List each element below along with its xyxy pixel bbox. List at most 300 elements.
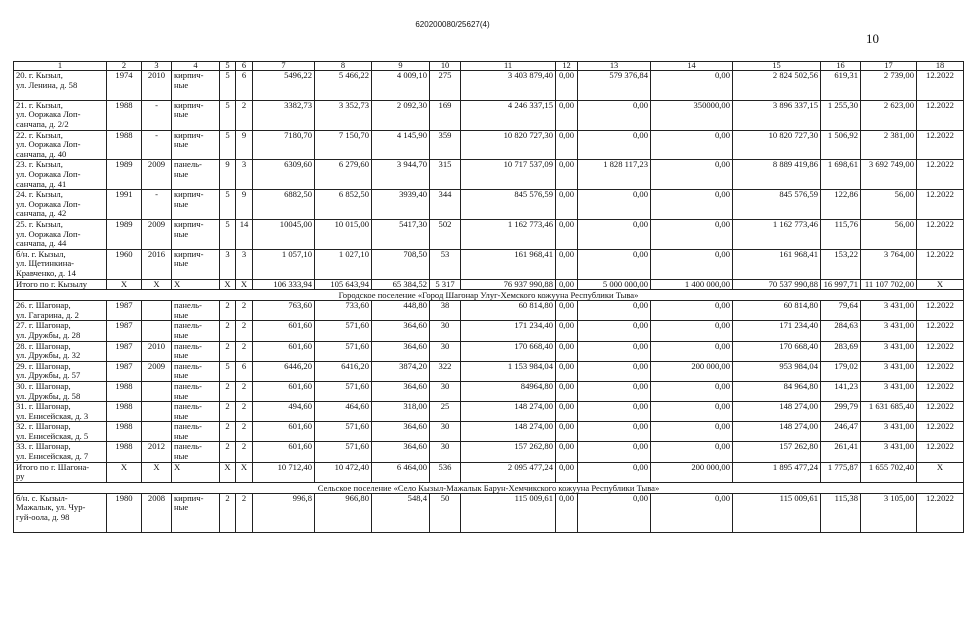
table-cell: 0,00 [578, 493, 651, 532]
table-cell: 1988 [107, 100, 142, 130]
table-row [14, 249, 964, 279]
table-cell: 171 234,40 [461, 321, 556, 341]
table-cell: 2 [236, 100, 253, 130]
table-cell: 5 [220, 100, 236, 130]
table-cell: 5 [220, 190, 236, 220]
table-cell: 0,00 [578, 321, 651, 341]
table-cell: X [172, 279, 220, 290]
table-cell: 364,60 [372, 442, 430, 462]
table-body [14, 62, 964, 533]
table-cell: 6 279,60 [315, 160, 372, 190]
table-cell: 350000,00 [651, 100, 733, 130]
table-cell: 12.2022 [917, 219, 964, 249]
table-cell: 1987 [107, 361, 142, 381]
address-cell: 22. г. Кызыл, ул. Ооржака Лоп- санчапа, д. 40 [14, 130, 107, 160]
table-cell: 5 466,22 [315, 71, 372, 101]
column-header: 15 [733, 62, 821, 71]
table-cell: 9 [236, 130, 253, 160]
table-cell: 10 820 727,30 [461, 130, 556, 160]
table-cell: 70 537 990,88 [733, 279, 821, 290]
table-cell: 1 895 477,24 [733, 462, 821, 482]
table-cell: 10045,00 [253, 219, 315, 249]
address-cell: Итого по г. Шагона- ру [14, 462, 107, 482]
table-cell: 200 000,00 [651, 462, 733, 482]
table-cell: 3 431,00 [861, 361, 917, 381]
table-cell: 50 [430, 493, 461, 532]
column-header: 3 [142, 62, 172, 71]
table-cell: 2 092,30 [372, 100, 430, 130]
table-cell: 322 [430, 361, 461, 381]
table-cell: 3 [236, 160, 253, 190]
table-cell: 12.2022 [917, 442, 964, 462]
table-cell: 12.2022 [917, 402, 964, 422]
table-cell: 0,00 [556, 130, 578, 160]
table-cell: 1988 [107, 130, 142, 160]
table-cell: 708,50 [372, 249, 430, 279]
table-cell: 2 [236, 422, 253, 442]
table-cell: 283,69 [821, 341, 861, 361]
table-cell: 318,00 [372, 402, 430, 422]
table-cell: 0,00 [578, 100, 651, 130]
table-cell: 464,60 [315, 402, 372, 422]
table-cell: панель- ные [172, 442, 220, 462]
table-cell: 3 431,00 [861, 422, 917, 442]
table-cell: 12.2022 [917, 249, 964, 279]
table-cell: 30 [430, 422, 461, 442]
table-cell: 3382,73 [253, 100, 315, 130]
table-cell: 157 262,80 [733, 442, 821, 462]
column-header: 4 [172, 62, 220, 71]
table-cell [142, 381, 172, 401]
table-cell: 12.2022 [917, 160, 964, 190]
table-cell: 1988 [107, 442, 142, 462]
table-cell: 56,00 [861, 219, 917, 249]
table-cell: 619,31 [821, 71, 861, 101]
table-cell: кирпич- ные [172, 130, 220, 160]
table-cell: 5496,22 [253, 71, 315, 101]
table-cell: 536 [430, 462, 461, 482]
table-cell: 0,00 [556, 71, 578, 101]
table-cell: 115,76 [821, 219, 861, 249]
address-cell: 20. г. Кызыл, ул. Ленина, д. 58 [14, 71, 107, 101]
table-cell: 171 234,40 [733, 321, 821, 341]
table-cell: 115 009,61 [733, 493, 821, 532]
table-cell: 3 431,00 [861, 301, 917, 321]
table-cell: 0,00 [651, 160, 733, 190]
table-row [14, 361, 964, 381]
table-cell: 7180,70 [253, 130, 315, 160]
table-cell: 0,00 [556, 279, 578, 290]
table-cell: 0,00 [578, 422, 651, 442]
table-cell: 1 506,92 [821, 130, 861, 160]
table-cell: 2 [236, 442, 253, 462]
address-cell: 24. г. Кызыл, ул. Ооржака Лоп- санчапа, д. 42 [14, 190, 107, 220]
table-cell: 1991 [107, 190, 142, 220]
table-cell: 60 814,80 [733, 301, 821, 321]
table-cell: 1987 [107, 301, 142, 321]
table-cell: 1987 [107, 341, 142, 361]
table-cell: кирпич- ные [172, 249, 220, 279]
table-cell: - [142, 100, 172, 130]
table-cell: X [107, 279, 142, 290]
table-cell: 84964,80 [461, 381, 556, 401]
table-cell: 1 255,30 [821, 100, 861, 130]
table-row [14, 422, 964, 442]
address-cell: 31. г. Шагонар, ул. Енисейская, д. 3 [14, 402, 107, 422]
table-cell: 0,00 [578, 190, 651, 220]
table-cell: 0,00 [578, 341, 651, 361]
table-cell: 2009 [142, 361, 172, 381]
table-cell: 12.2022 [917, 361, 964, 381]
table-cell: 12.2022 [917, 493, 964, 532]
table-cell: 1 057,10 [253, 249, 315, 279]
address-cell: б/н. с. Кызыл- Мажалык, ул. Чур- гуй-оола, д. 98 [14, 493, 107, 532]
table-cell: 122,86 [821, 190, 861, 220]
table-cell: 3 764,00 [861, 249, 917, 279]
table-cell: 0,00 [556, 249, 578, 279]
table-cell: 1988 [107, 402, 142, 422]
table-cell: X [220, 279, 236, 290]
table-cell: 601,60 [253, 422, 315, 442]
table-cell [142, 321, 172, 341]
table-row [14, 100, 964, 130]
table-cell: 1 631 685,40 [861, 402, 917, 422]
table-cell: 12.2022 [917, 130, 964, 160]
table-cell: 30 [430, 381, 461, 401]
table-cell: 0,00 [578, 381, 651, 401]
table-cell: 3874,20 [372, 361, 430, 381]
table-cell: 0,00 [651, 249, 733, 279]
table-cell: 38 [430, 301, 461, 321]
table-cell: 2 [236, 381, 253, 401]
table-cell: 2 [236, 301, 253, 321]
table-cell: 0,00 [556, 422, 578, 442]
address-cell: б/н. г. Кызыл, ул. Щетинкина- Кравченко, д. 14 [14, 249, 107, 279]
table-cell: 84 964,80 [733, 381, 821, 401]
housing-table [13, 61, 964, 533]
table-cell: 53 [430, 249, 461, 279]
table-cell: 0,00 [556, 190, 578, 220]
table-cell: 0,00 [578, 301, 651, 321]
table-cell: 3 431,00 [861, 321, 917, 341]
table-cell: 2010 [142, 71, 172, 101]
table-cell: 0,00 [578, 462, 651, 482]
table-cell: 3 [220, 249, 236, 279]
table-cell: 0,00 [651, 219, 733, 249]
address-cell: 26. г. Шагонар, ул. Гагарина, д. 2 [14, 301, 107, 321]
table-cell: 1 153 984,04 [461, 361, 556, 381]
table-cell: 9 [220, 160, 236, 190]
table-cell: 10 472,40 [315, 462, 372, 482]
total-row [14, 279, 964, 290]
table-cell: 106 333,94 [253, 279, 315, 290]
table-cell: 3 403 879,40 [461, 71, 556, 101]
table-row [14, 321, 964, 341]
table-cell: 0,00 [578, 219, 651, 249]
table-cell: 571,60 [315, 381, 372, 401]
table-cell: 1988 [107, 381, 142, 401]
table-cell: 30 [430, 341, 461, 361]
table-cell: 11 107 702,00 [861, 279, 917, 290]
table-cell: 2 381,00 [861, 130, 917, 160]
table-cell: 179,02 [821, 361, 861, 381]
table-cell: 200 000,00 [651, 361, 733, 381]
table-cell: 0,00 [556, 100, 578, 130]
table-cell: 2009 [142, 219, 172, 249]
table-cell: 0,00 [651, 130, 733, 160]
table-cell: 502 [430, 219, 461, 249]
table-cell: 5417,30 [372, 219, 430, 249]
table-row [14, 219, 964, 249]
table-cell: 571,60 [315, 442, 372, 462]
table-cell: 601,60 [253, 381, 315, 401]
table-cell: 6446,20 [253, 361, 315, 381]
column-header: 18 [917, 62, 964, 71]
table-cell: 2 824 502,56 [733, 71, 821, 101]
table-cell: 7 150,70 [315, 130, 372, 160]
table-cell: 8 889 419,86 [733, 160, 821, 190]
table-cell: 733,60 [315, 301, 372, 321]
table-cell: 6882,50 [253, 190, 315, 220]
address-cell: 32. г. Шагонар, ул. Енисейская, д. 5 [14, 422, 107, 442]
table-cell: 115,38 [821, 493, 861, 532]
table-cell: 1 400 000,00 [651, 279, 733, 290]
table-cell: 12.2022 [917, 190, 964, 220]
address-cell: 27. г. Шагонар, ул. Дружбы, д. 28 [14, 321, 107, 341]
table-cell: 601,60 [253, 321, 315, 341]
table-cell: 845 576,59 [461, 190, 556, 220]
table-cell: 1 698,61 [821, 160, 861, 190]
table-row [14, 341, 964, 361]
table-cell: 5 317 [430, 279, 461, 290]
table-cell: 2 [220, 493, 236, 532]
column-header: 6 [236, 62, 253, 71]
table-cell: 6 464,00 [372, 462, 430, 482]
table-cell: 12.2022 [917, 341, 964, 361]
table-cell: 364,60 [372, 321, 430, 341]
table-cell: X [107, 462, 142, 482]
table-row [14, 402, 964, 422]
column-header: 16 [821, 62, 861, 71]
table-cell: панель- ные [172, 301, 220, 321]
table-cell: 12.2022 [917, 301, 964, 321]
table-cell: 169 [430, 100, 461, 130]
table-cell: 3 352,73 [315, 100, 372, 130]
column-header: 12 [556, 62, 578, 71]
column-header: 17 [861, 62, 917, 71]
table-cell: 284,63 [821, 321, 861, 341]
table-cell: 2010 [142, 341, 172, 361]
address-cell: 28. г. Шагонар, ул. Дружбы, д. 32 [14, 341, 107, 361]
table-cell: 344 [430, 190, 461, 220]
table-row [14, 190, 964, 220]
column-header: 8 [315, 62, 372, 71]
table-cell: 10 712,40 [253, 462, 315, 482]
table-cell: 2012 [142, 442, 172, 462]
table-cell: 494,60 [253, 402, 315, 422]
table-cell: 2 [236, 321, 253, 341]
table-cell: X [236, 279, 253, 290]
table-cell: 261,41 [821, 442, 861, 462]
table-cell: 315 [430, 160, 461, 190]
table-cell: 0,00 [556, 301, 578, 321]
table-cell: 1960 [107, 249, 142, 279]
table-cell: 548,4 [372, 493, 430, 532]
table-cell: 6416,20 [315, 361, 372, 381]
table-cell: 4 009,10 [372, 71, 430, 101]
table-cell: X [142, 279, 172, 290]
table-cell [142, 422, 172, 442]
table-cell: 0,00 [651, 402, 733, 422]
table-cell: 3 431,00 [861, 341, 917, 361]
table-cell: 3 105,00 [861, 493, 917, 532]
table-cell: 571,60 [315, 422, 372, 442]
table-cell: 601,60 [253, 341, 315, 361]
table-cell: 1 775,87 [821, 462, 861, 482]
table-cell: 845 576,59 [733, 190, 821, 220]
table-cell: 1989 [107, 219, 142, 249]
table-cell: 0,00 [556, 462, 578, 482]
table-cell: 30 [430, 442, 461, 462]
table-cell: 3 431,00 [861, 381, 917, 401]
table-cell: 25 [430, 402, 461, 422]
table-cell: 2 [220, 301, 236, 321]
table-cell: 6 [236, 361, 253, 381]
table-cell: 0,00 [651, 190, 733, 220]
table-cell: 161 968,41 [461, 249, 556, 279]
table-cell: 76 937 990,88 [461, 279, 556, 290]
table-cell: 3 944,70 [372, 160, 430, 190]
table-cell [142, 301, 172, 321]
table-cell: - [142, 130, 172, 160]
table-row [14, 130, 964, 160]
table-cell: 763,60 [253, 301, 315, 321]
table-cell: 1 828 117,23 [578, 160, 651, 190]
table-cell: 0,00 [651, 341, 733, 361]
table-cell: 448,80 [372, 301, 430, 321]
table-cell: 4 246 337,15 [461, 100, 556, 130]
table-cell: 3 896 337,15 [733, 100, 821, 130]
table-cell: 3 [236, 249, 253, 279]
table-cell: 2 [220, 402, 236, 422]
table-cell: кирпич- ные [172, 71, 220, 101]
table-cell: 9 [236, 190, 253, 220]
column-header: 11 [461, 62, 556, 71]
table-cell: 571,60 [315, 341, 372, 361]
table-cell: 996,8 [253, 493, 315, 532]
table-cell: 2 [236, 341, 253, 361]
column-header: 10 [430, 62, 461, 71]
address-cell: 30. г. Шагонар, ул. Дружбы, д. 58 [14, 381, 107, 401]
table-cell: 364,60 [372, 341, 430, 361]
table-cell: 0,00 [556, 160, 578, 190]
table-cell: 157 262,80 [461, 442, 556, 462]
table-cell: 170 668,40 [461, 341, 556, 361]
table-cell: 2009 [142, 160, 172, 190]
table-cell: 0,00 [651, 442, 733, 462]
table-cell: X [172, 462, 220, 482]
table-row [14, 381, 964, 401]
table-cell: X [142, 462, 172, 482]
table-cell: кирпич- ные [172, 190, 220, 220]
table-cell [142, 402, 172, 422]
table-cell: 2 [220, 381, 236, 401]
table-cell: - [142, 190, 172, 220]
table-cell: 601,60 [253, 442, 315, 462]
table-cell: 10 820 727,30 [733, 130, 821, 160]
table-cell: 0,00 [651, 493, 733, 532]
table-cell: 1988 [107, 422, 142, 442]
table-cell: X [220, 462, 236, 482]
column-header: 2 [107, 62, 142, 71]
table-cell: 0,00 [651, 301, 733, 321]
table-cell: 2 739,00 [861, 71, 917, 101]
table-cell: 0,00 [578, 130, 651, 160]
section-title: Городское поселение «Город Шагонар Улуг-Хемского кожууна Республики Тыва» [14, 290, 964, 301]
table-cell: 0,00 [651, 321, 733, 341]
table-cell: 0,00 [651, 71, 733, 101]
table-cell: 2 [220, 422, 236, 442]
table-cell: 1989 [107, 160, 142, 190]
table-cell: 2 [236, 402, 253, 422]
table-cell: 1980 [107, 493, 142, 532]
table-cell: 6309,60 [253, 160, 315, 190]
table-cell: 16 997,71 [821, 279, 861, 290]
column-header: 14 [651, 62, 733, 71]
table-cell: 148 274,00 [733, 402, 821, 422]
address-cell: 25. г. Кызыл, ул. Ооржака Лоп- санчапа, д. 44 [14, 219, 107, 249]
table-cell: 0,00 [556, 361, 578, 381]
table-cell: 12.2022 [917, 321, 964, 341]
table-cell: 0,00 [578, 442, 651, 462]
column-header: 5 [220, 62, 236, 71]
table-cell: 1 162 773,46 [461, 219, 556, 249]
address-cell: 33. г. Шагонар, ул. Енисейская, д. 7 [14, 442, 107, 462]
table-cell: 0,00 [556, 442, 578, 462]
table-cell: 12.2022 [917, 100, 964, 130]
table-cell: 3 431,00 [861, 442, 917, 462]
table-cell: 571,60 [315, 321, 372, 341]
table-cell: 2008 [142, 493, 172, 532]
table-cell: X [917, 462, 964, 482]
table-cell: 60 814,80 [461, 301, 556, 321]
address-cell: 23. г. Кызыл, ул. Ооржака Лоп- санчапа, д. 41 [14, 160, 107, 190]
table-cell: 0,00 [556, 493, 578, 532]
table-cell: 5 000 000,00 [578, 279, 651, 290]
table-cell: 0,00 [578, 249, 651, 279]
table-cell: 299,79 [821, 402, 861, 422]
column-header: 1 [14, 62, 107, 71]
section-row [14, 290, 964, 301]
table-cell: 0,00 [556, 341, 578, 361]
table-cell: 153,22 [821, 249, 861, 279]
table-cell: кирпич- ные [172, 493, 220, 532]
table-cell: 0,00 [556, 321, 578, 341]
table-cell: 0,00 [556, 381, 578, 401]
table-cell: 148 274,00 [733, 422, 821, 442]
table-cell: панель- ные [172, 381, 220, 401]
table-cell: 2 623,00 [861, 100, 917, 130]
table-cell: 12.2022 [917, 381, 964, 401]
section-row [14, 482, 964, 493]
table-cell: 5 [220, 130, 236, 160]
table-cell: 0,00 [556, 219, 578, 249]
table-cell: 5 [220, 71, 236, 101]
table-row [14, 301, 964, 321]
table-cell: панель- ные [172, 341, 220, 361]
table-row [14, 493, 964, 532]
table-cell: 12.2022 [917, 71, 964, 101]
